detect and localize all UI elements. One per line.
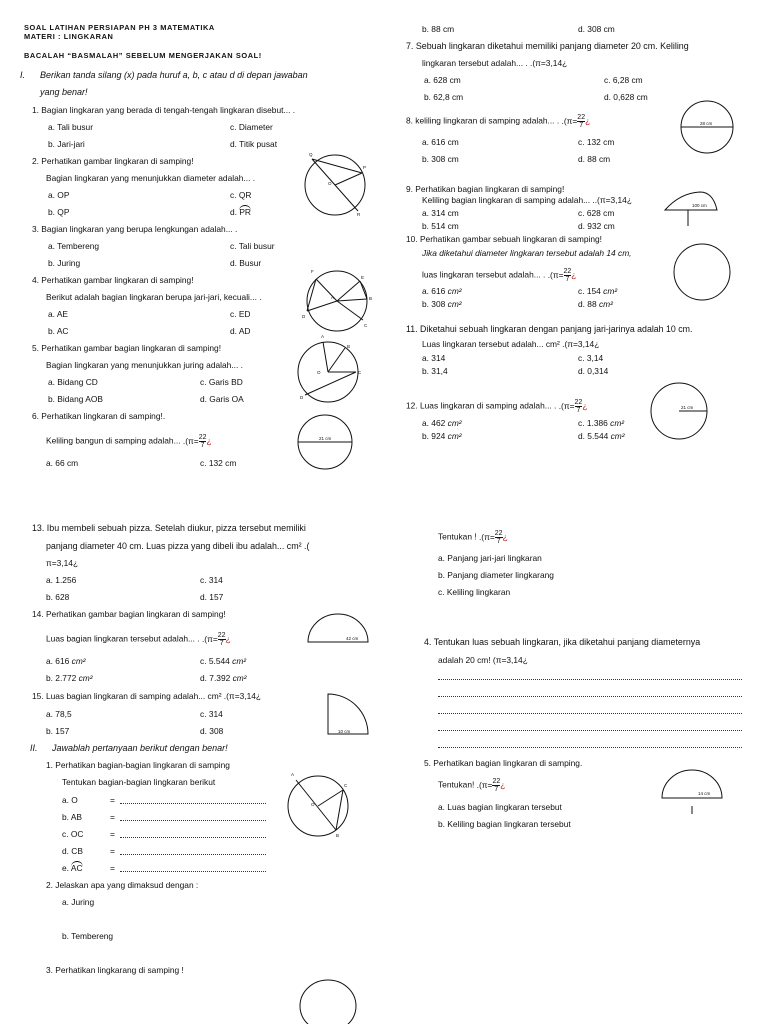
pi-fraction-q10: .(π= $\frac{22}{7}$ ¿ (547, 268, 577, 283)
essay1-stem: 1. Perhatikan bagian-bagian lingkaran di samping (46, 760, 230, 770)
q9-option-d[interactable]: d. 932 cm (578, 221, 615, 231)
q6-dimension-label: 21 cm (319, 436, 332, 441)
q11-stem-2: Luas lingkaran tersebut adalah... cm² .(π=3,14¿ (422, 339, 600, 349)
q13-stem-2: panjang diameter 40 cm. Luas pizza yang dibeli ibu adalah... cm² .( (46, 541, 310, 551)
q3-option-a[interactable]: a. Tembereng (48, 241, 100, 251)
q8-option-b[interactable]: b. 308 cm (422, 154, 459, 164)
q11-option-d[interactable]: d. 0,314 (578, 366, 609, 376)
q2-stem-2: Bagian lingkaran yang menunjukkan diameter adalah... . (46, 173, 256, 183)
q12-dimension-label: 21 cm (681, 405, 694, 410)
q2-option-d[interactable]: d. PR (230, 207, 251, 217)
q5-option-d[interactable]: d. Garis OA (200, 394, 244, 404)
q4-segment-ad (307, 301, 337, 311)
essay1-item-c-eq: = (110, 829, 115, 839)
essay1-item-e-answer-line[interactable] (120, 871, 266, 872)
q4-option-c[interactable]: c. ED (230, 309, 251, 319)
q13-option-c[interactable]: c. 314 (200, 575, 223, 585)
q9-option-c[interactable]: c. 628 cm (578, 208, 615, 218)
q9-dimension-label: 100 cm (692, 203, 707, 208)
essay3-circle-figure (298, 978, 358, 1022)
q4-segment-ac (337, 301, 363, 320)
essay1-letter-b: B (336, 833, 340, 838)
pi-fraction-e5: .(π= $\frac{22}{7}$ ¿ (476, 778, 506, 793)
pi-fraction-q6: .(π= $\frac{22}{7}$ ¿ (182, 434, 212, 449)
q2-letter-r: R (357, 212, 361, 217)
pi-fraction-q14: .(π= $\frac{22}{7}$ ¿ (201, 632, 231, 647)
essay4-stem: 4. Tentukan luas sebuah lingkaran, jika diketahui panjang diameternya (424, 637, 701, 647)
q8-option-c[interactable]: c. 132 cm (578, 137, 615, 147)
q11-option-a[interactable]: a. 314 (422, 353, 446, 363)
section1-instruction: Berikan tanda silang (x) pada huruf a, b, c atau d di depan jawaban (40, 70, 308, 80)
q8-dimension-label: 28 cm (700, 121, 713, 126)
q5-letter-b: B (347, 344, 351, 349)
essay2-stem: 2. Jelaskan apa yang dimaksud dengan : (46, 880, 199, 890)
q15-option-d[interactable]: d. 308 (200, 726, 224, 736)
essay3-stem: 3. Perhatikan lingkarang di samping ! (46, 965, 184, 975)
q5-option-c[interactable]: c. Garis BD (200, 377, 243, 387)
essay4-answer-line-5[interactable] (438, 747, 742, 748)
q6-stem: 6. Perhatikan lingkaran di samping!. (32, 411, 166, 421)
essay4-answer-line-1[interactable] (438, 679, 742, 680)
q6-stem-2: Keliling bangun di samping adalah... .(π= $\frac{22}{7}$ ¿ (46, 434, 212, 449)
q13-stem: 13. Ibu membeli sebuah pizza. Setelah diukur, pizza tersebut memiliki (32, 523, 306, 533)
q7-stem-2: lingkaran tersebut adalah... . .(π=3,14¿ (422, 58, 568, 68)
q7-option-b[interactable]: b. 62,8 cm (424, 92, 464, 102)
essay3-item-c: c. Keliling lingkaran (438, 587, 511, 597)
q4-letter-f: F (311, 269, 314, 274)
q5-radius-oa (323, 342, 328, 372)
essay1-item-d-label: d. CB (62, 846, 83, 856)
q11-option-c[interactable]: c. 3,14 (578, 353, 604, 363)
q1-option-b[interactable]: b. Jari-jari (48, 139, 85, 149)
q15-stem: 15. Luas bagian lingkaran di samping adalah... cm² .(π=3,14¿ (32, 691, 262, 701)
q1-option-d[interactable]: d. Titik pusat (230, 139, 278, 149)
essay1-item-e-label: e. AC (62, 863, 83, 873)
q3-option-c[interactable]: c. Tali busur (230, 241, 275, 251)
q10-option-a[interactable]: a. 616 cm² (422, 286, 462, 296)
q9-arc-outline (665, 192, 717, 210)
essay3-item-b: b. Panjang diameter lingkarang (438, 570, 554, 580)
q10-stem: 10. Perhatikan gambar sebuah lingkaran di samping! (406, 234, 603, 244)
q4-segment-ab (337, 299, 367, 301)
essay1-item-a-label: a. O (62, 795, 78, 805)
q5-stem: 5. Perhatikan gambar bagian lingkaran di samping! (32, 343, 222, 353)
q3-stem: 3. Bagian lingkaran yang berupa lengkungan adalah... . (32, 224, 238, 234)
q5-letter-a: A (321, 334, 325, 339)
q7-option-d[interactable]: d. 0,628 cm (604, 92, 648, 102)
q4-letter-d: D (302, 314, 306, 319)
q2-option-a[interactable]: a. OP (48, 190, 70, 200)
q9-quarter-circle-figure (660, 190, 720, 228)
essay5-semicircle-figure (660, 768, 724, 816)
q9-option-b[interactable]: b. 514 cm (422, 221, 459, 231)
essay5-dimension-label: 14 cm (698, 791, 711, 796)
q4-segment-ae (337, 281, 360, 301)
essay1-item-c-answer-line[interactable] (120, 837, 266, 838)
essay2-item-a: a. Juring (62, 897, 95, 907)
q5-stem-2: Bagian lingkaran yang menunjukkan juring adalah... . (46, 360, 243, 370)
q6-option-b[interactable]: b. 88 cm (422, 24, 455, 34)
q15-option-a[interactable]: a. 78,5 (46, 709, 72, 719)
q2-stem: 2. Perhatikan gambar lingkaran di samping! (32, 156, 194, 166)
q5-letter-o: O (317, 370, 321, 375)
essay5-semicircle-outline (662, 770, 722, 798)
q4-option-d[interactable]: d. AD (230, 326, 251, 336)
essay1-diameter-ab (296, 780, 336, 830)
q8-option-d[interactable]: d. 88 cm (578, 154, 611, 164)
q2-letter-q: Q (309, 152, 313, 157)
q2-option-b[interactable]: b. QP (48, 207, 70, 217)
q4-circle-figure (302, 266, 372, 336)
q13-option-d[interactable]: d. 157 (200, 592, 224, 602)
q2-letter-p: P (363, 165, 367, 170)
essay5-tentukan: Tentukan! .(π= $\frac{22}{7}$ ¿ (438, 778, 506, 793)
q2-chord-qp (312, 159, 362, 173)
essay3-circle-outline (300, 980, 356, 1024)
essay3-item-a: a. Panjang jari-jari lingkaran (438, 553, 542, 563)
materi-label: MATERI : LINGKARAN (24, 32, 114, 41)
q12-option-d[interactable]: d. 5.544 cm² (578, 431, 625, 441)
q11-option-b[interactable]: b. 31,4 (422, 366, 448, 376)
q3-option-b[interactable]: b. Juring (48, 258, 81, 268)
essay4-stem-2: adalah 20 cm! (π=3,14¿ (438, 655, 528, 665)
essay4-answer-line-3[interactable] (438, 713, 742, 714)
q4-chord-fd (307, 279, 316, 311)
essay1-item-c-label: c. OC (62, 829, 84, 839)
essay1-item-d-answer-line[interactable] (120, 854, 266, 855)
q6-option-d[interactable]: d. 308 cm (578, 24, 615, 34)
q4-stem-2: Berikut adalah bagian lingkaran berupa jari-jari, kecuali... . (46, 292, 262, 302)
q11-stem: 11. Diketahui sebuah lingkaran dengan panjang jari-jarinya adalah 10 cm. (406, 324, 693, 334)
q15-quarter-circle-figure (326, 692, 372, 736)
q8-option-a[interactable]: a. 616 cm (422, 137, 459, 147)
q14-option-b[interactable]: b. 2.772 cm² (46, 673, 93, 683)
section2-roman: II. (30, 743, 38, 753)
q14-stem-2: Luas bagian lingkaran tersebut adalah... . .(π= $\frac{22}{7}$ ¿ (46, 632, 231, 647)
q2-letter-o: O (328, 181, 332, 186)
q15-quarter-outline (328, 694, 368, 734)
q2-option-c[interactable]: c. QR (230, 190, 252, 200)
q14-stem: 14. Perhatikan gambar bagian lingkaran di samping! (32, 609, 226, 619)
q9-stem-2: Keliling bagian lingkaran di samping adalah... ..(π=3,14¿ (422, 195, 632, 205)
q10-stem-2: Jika diketahui diameter lingkaran tersebut adalah 14 cm, (422, 248, 632, 258)
q1-option-c[interactable]: c. Diameter (230, 122, 273, 132)
q15-dimension-label: 10 cm (338, 729, 351, 734)
q10-stem-3: luas lingkaran tersebut adalah... . .(π= $\frac{22}{7}$ ¿ (422, 268, 577, 283)
essay5-stem: 5. Perhatikan bagian lingkaran di samping. (424, 758, 583, 768)
q4-stem: 4. Perhatikan gambar lingkaran di samping! (32, 275, 194, 285)
q5-chord-dc (305, 372, 356, 395)
q4-letter-a: A (331, 295, 335, 300)
q10-option-c[interactable]: c. 154 cm² (578, 286, 618, 296)
essay5-item-b: b. Keliling bagian lingkaran tersebut (438, 819, 571, 829)
essay1-item-a-eq: = (110, 795, 115, 805)
q12-option-c[interactable]: c. 1.386 cm² (578, 418, 625, 428)
q10-option-d[interactable]: d. 88 cm² (578, 299, 613, 309)
q4-letter-c: C (364, 323, 368, 328)
q8-circle-figure (676, 100, 738, 154)
q13-option-a[interactable]: a. 1.256 (46, 575, 77, 585)
q5-letter-c: C (358, 370, 362, 375)
essay3-tentukan: Tentukan ! .(π= $\frac{22}{7}$ ¿ (438, 530, 508, 545)
q1-stem: 1. Bagian lingkaran yang berada di tengah-tengah lingkaran disebut... . (32, 105, 296, 115)
q8-stem: 8. keliling lingkaran di samping adalah... . .(π= $\frac{22}{7}$ ¿ (406, 114, 591, 129)
q14-option-c[interactable]: c. 5.544 cm² (200, 656, 247, 666)
q10-circle-figure (672, 242, 732, 302)
essay1-item-d-eq: = (110, 846, 115, 856)
essay5-item-a: a. Luas bagian lingkaran tersebut (438, 802, 562, 812)
essay1-arc-label: AC (70, 863, 83, 873)
q9-option-a[interactable]: a. 314 cm (422, 208, 459, 218)
section2-instruction: Jawablah pertanyaan berikut dengan benar! (52, 743, 228, 753)
essay1-item-b-answer-line[interactable] (120, 820, 266, 821)
essay2-item-b: b. Tembereng (62, 931, 114, 941)
essay1-circle-figure (282, 770, 356, 840)
q2-circle-figure (300, 150, 370, 220)
q6-circle-figure (292, 414, 358, 470)
q1-option-a[interactable]: a. Tali busur (48, 122, 94, 132)
q4-chord-eb (360, 281, 367, 299)
essay1-stem-2: Tentukan bagian-bagian lingkaran berikut (62, 777, 216, 787)
q4-option-a[interactable]: a. AE (48, 309, 69, 319)
q6-option-c[interactable]: c. 132 cm (200, 458, 237, 468)
essay1-item-b-label: b. AB (62, 812, 83, 822)
basmalah-note: BACALAH “BASMALAH” SEBELUM MENGERJAKAN SOAL! (24, 51, 262, 60)
q14-option-d[interactable]: d. 7.392 cm² (200, 673, 247, 683)
q5-option-b[interactable]: b. Bidang AOB (48, 394, 103, 404)
q7-option-c[interactable]: c. 6,28 cm (604, 75, 643, 85)
q5-letter-d: D (300, 395, 304, 400)
q2-radius-op (335, 173, 362, 185)
q4-option-b[interactable]: b. AC (48, 326, 69, 336)
q4-letter-e: E (361, 275, 365, 280)
essay1-letter-c: C (344, 783, 348, 788)
pi-note-q7: .(π=3,14¿ (530, 58, 568, 68)
essay4-answer-line-2[interactable] (438, 696, 742, 697)
essay1-item-e-eq: = (110, 863, 115, 873)
q12-stem: 12. Luas lingkaran di samping adalah... . .(π= $\frac{22}{7}$ ¿ (406, 399, 588, 414)
q14-dimension-label: 42 cm (346, 636, 359, 641)
q5-option-a[interactable]: a. Bidang CD (48, 377, 98, 387)
essay1-letter-a: A (291, 772, 295, 777)
q10-circle-outline (674, 244, 730, 300)
q12-option-a[interactable]: a. 462 cm² (422, 418, 462, 428)
q7-option-a[interactable]: a. 628 cm (424, 75, 461, 85)
q15-option-b[interactable]: b. 157 (46, 726, 70, 736)
q12-option-b[interactable]: b. 924 cm² (422, 431, 462, 441)
essay1-radius-oc (318, 790, 343, 806)
q14-semicircle-outline (308, 614, 368, 642)
q5-radius-ob (328, 348, 345, 372)
q13-stem-3: π=3,14¿ (46, 558, 79, 568)
q10-option-b[interactable]: b. 308 cm² (422, 299, 462, 309)
essay1-letter-o: O (311, 802, 315, 807)
q12-circle-figure (648, 382, 710, 440)
q9-stem: 9. Perhatikan bagian lingkaran di samping! (406, 184, 565, 194)
section1-roman: I. (20, 70, 26, 80)
q2-arc-label: PR (239, 207, 251, 217)
q4-letter-b: B (369, 296, 373, 301)
pi-note-q9: .(π=3,14¿ (594, 195, 632, 205)
exam-title: SOAL LATIHAN PERSIAPAN PH 3 MATEMATIKA (24, 23, 215, 32)
q14-semicircle-figure (306, 612, 370, 646)
q3-option-d[interactable]: d. Busur (230, 258, 262, 268)
q14-option-a[interactable]: a. 616 cm² (46, 656, 86, 666)
essay4-answer-line-4[interactable] (438, 730, 742, 731)
essay1-item-b-eq: = (110, 812, 115, 822)
q7-stem: 7. Sebuah lingkaran diketahui memiliki panjang diameter 20 cm. Keliling (406, 41, 689, 51)
pi-fraction-q8: .(π= $\frac{22}{7}$ ¿ (561, 114, 591, 129)
q6-option-a[interactable]: a. 66 cm (46, 458, 79, 468)
q15-option-c[interactable]: c. 314 (200, 709, 223, 719)
pi-fraction-e3: .(π= $\frac{22}{7}$ ¿ (478, 530, 508, 545)
q5-circle-figure (300, 334, 372, 410)
essay1-item-a-answer-line[interactable] (120, 803, 266, 804)
section1-instruction-cont: yang benar! (40, 87, 88, 97)
q13-option-b[interactable]: b. 628 (46, 592, 70, 602)
pi-fraction-q12: .(π= $\frac{22}{7}$ ¿ (558, 399, 588, 414)
